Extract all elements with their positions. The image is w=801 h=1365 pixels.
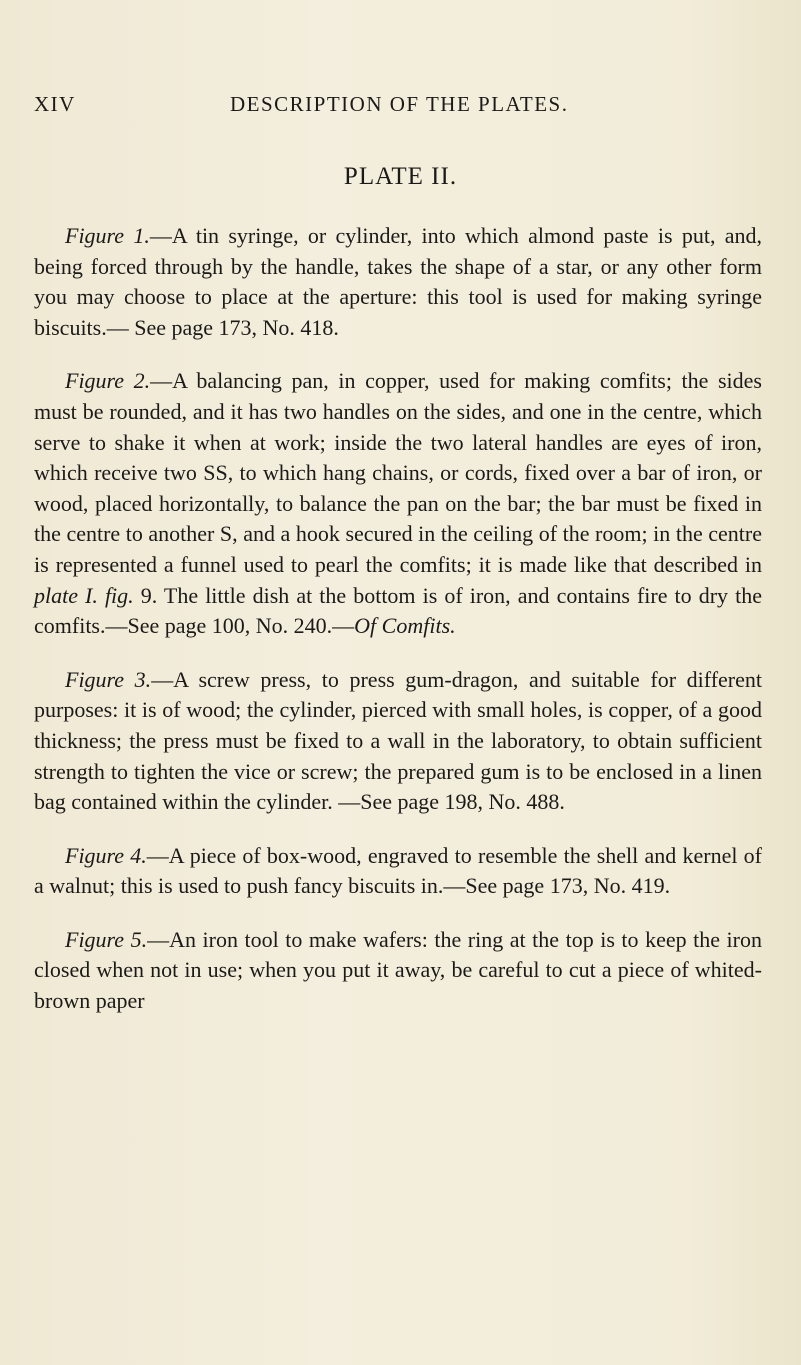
figure-text: —A piece of box-wood, engraved to resemble the shell and kernel of a walnut; this is used to push fancy biscuits in.—See page 173, No. 419.	[34, 842, 763, 899]
figure-label: Figure 5.	[65, 926, 148, 952]
figure-text: —A screw press, to press gum-dragon, and suitable for different purposes: it is of wood; the cylinder, pierced with small holes, is copper, of a good thickness; the press must be fixed to a wall in the laboratory, to obtain sufficient strength to tighten the vice or screw; the prepared gum is to be enclosed in a linen bag contained within the cylinder. —See page 198, No. 488.	[34, 666, 762, 815]
figure-text: —An iron tool to make wafers: the ring at the top is to keep the iron closed when not in use; when you put it away, be careful to cut a piece of whited-brown paper	[34, 926, 762, 1014]
figure-label: Figure 3.	[65, 666, 152, 692]
figure-entry-1	[34, 221, 762, 343]
plate-reference: plate I. fig.	[34, 582, 134, 608]
figure-entry-3	[34, 665, 762, 818]
page-folio: XIV	[34, 92, 76, 116]
figure-label: Figure 1.	[65, 223, 150, 248]
figure-entry-5	[34, 925, 762, 1017]
running-head-title: DESCRIPTION OF THE PLATES.	[230, 92, 569, 116]
figure-label: Figure 4.	[65, 842, 147, 868]
plate-title: PLATE II.	[343, 163, 458, 190]
running-head	[34, 92, 754, 122]
figure-text: —A balancing pan, in copper, used for making comfits; the sides must be rounded, and it has two handles on the sides, and one in the centre, which serve to shake it when at work; inside the two lateral handles are eyes of iron, which receive two SS, to which hang chains, or cords, fixed over a bar of iron, or wood, placed horizontally, to balance the pan on the bar; the bar must be fixed in the centre to another S, and a hook secured in the ceiling of the room; in the centre is represented a funnel used to pearl the comfits; it is made like that described in	[34, 368, 762, 577]
figure-text: —A tin syringe, or cylinder, into which almond paste is put, and, being forced through by the handle, takes the shape of a star, or any other form you may choose to place at the aperture: this tool is used for making syringe biscuits.— See page 173, No. 418.	[34, 223, 763, 340]
figure-entry-2	[34, 366, 762, 641]
figure-descriptions	[34, 221, 762, 1040]
figure-text-continued: 9. The little dish at the bottom is of iron, and contains fire to dry the comfits.—See page 100, No. 240.—	[34, 582, 763, 639]
figure-entry-4	[34, 841, 762, 902]
section-reference: Of Comfits.	[354, 613, 456, 639]
figure-label: Figure 2.	[65, 368, 151, 394]
